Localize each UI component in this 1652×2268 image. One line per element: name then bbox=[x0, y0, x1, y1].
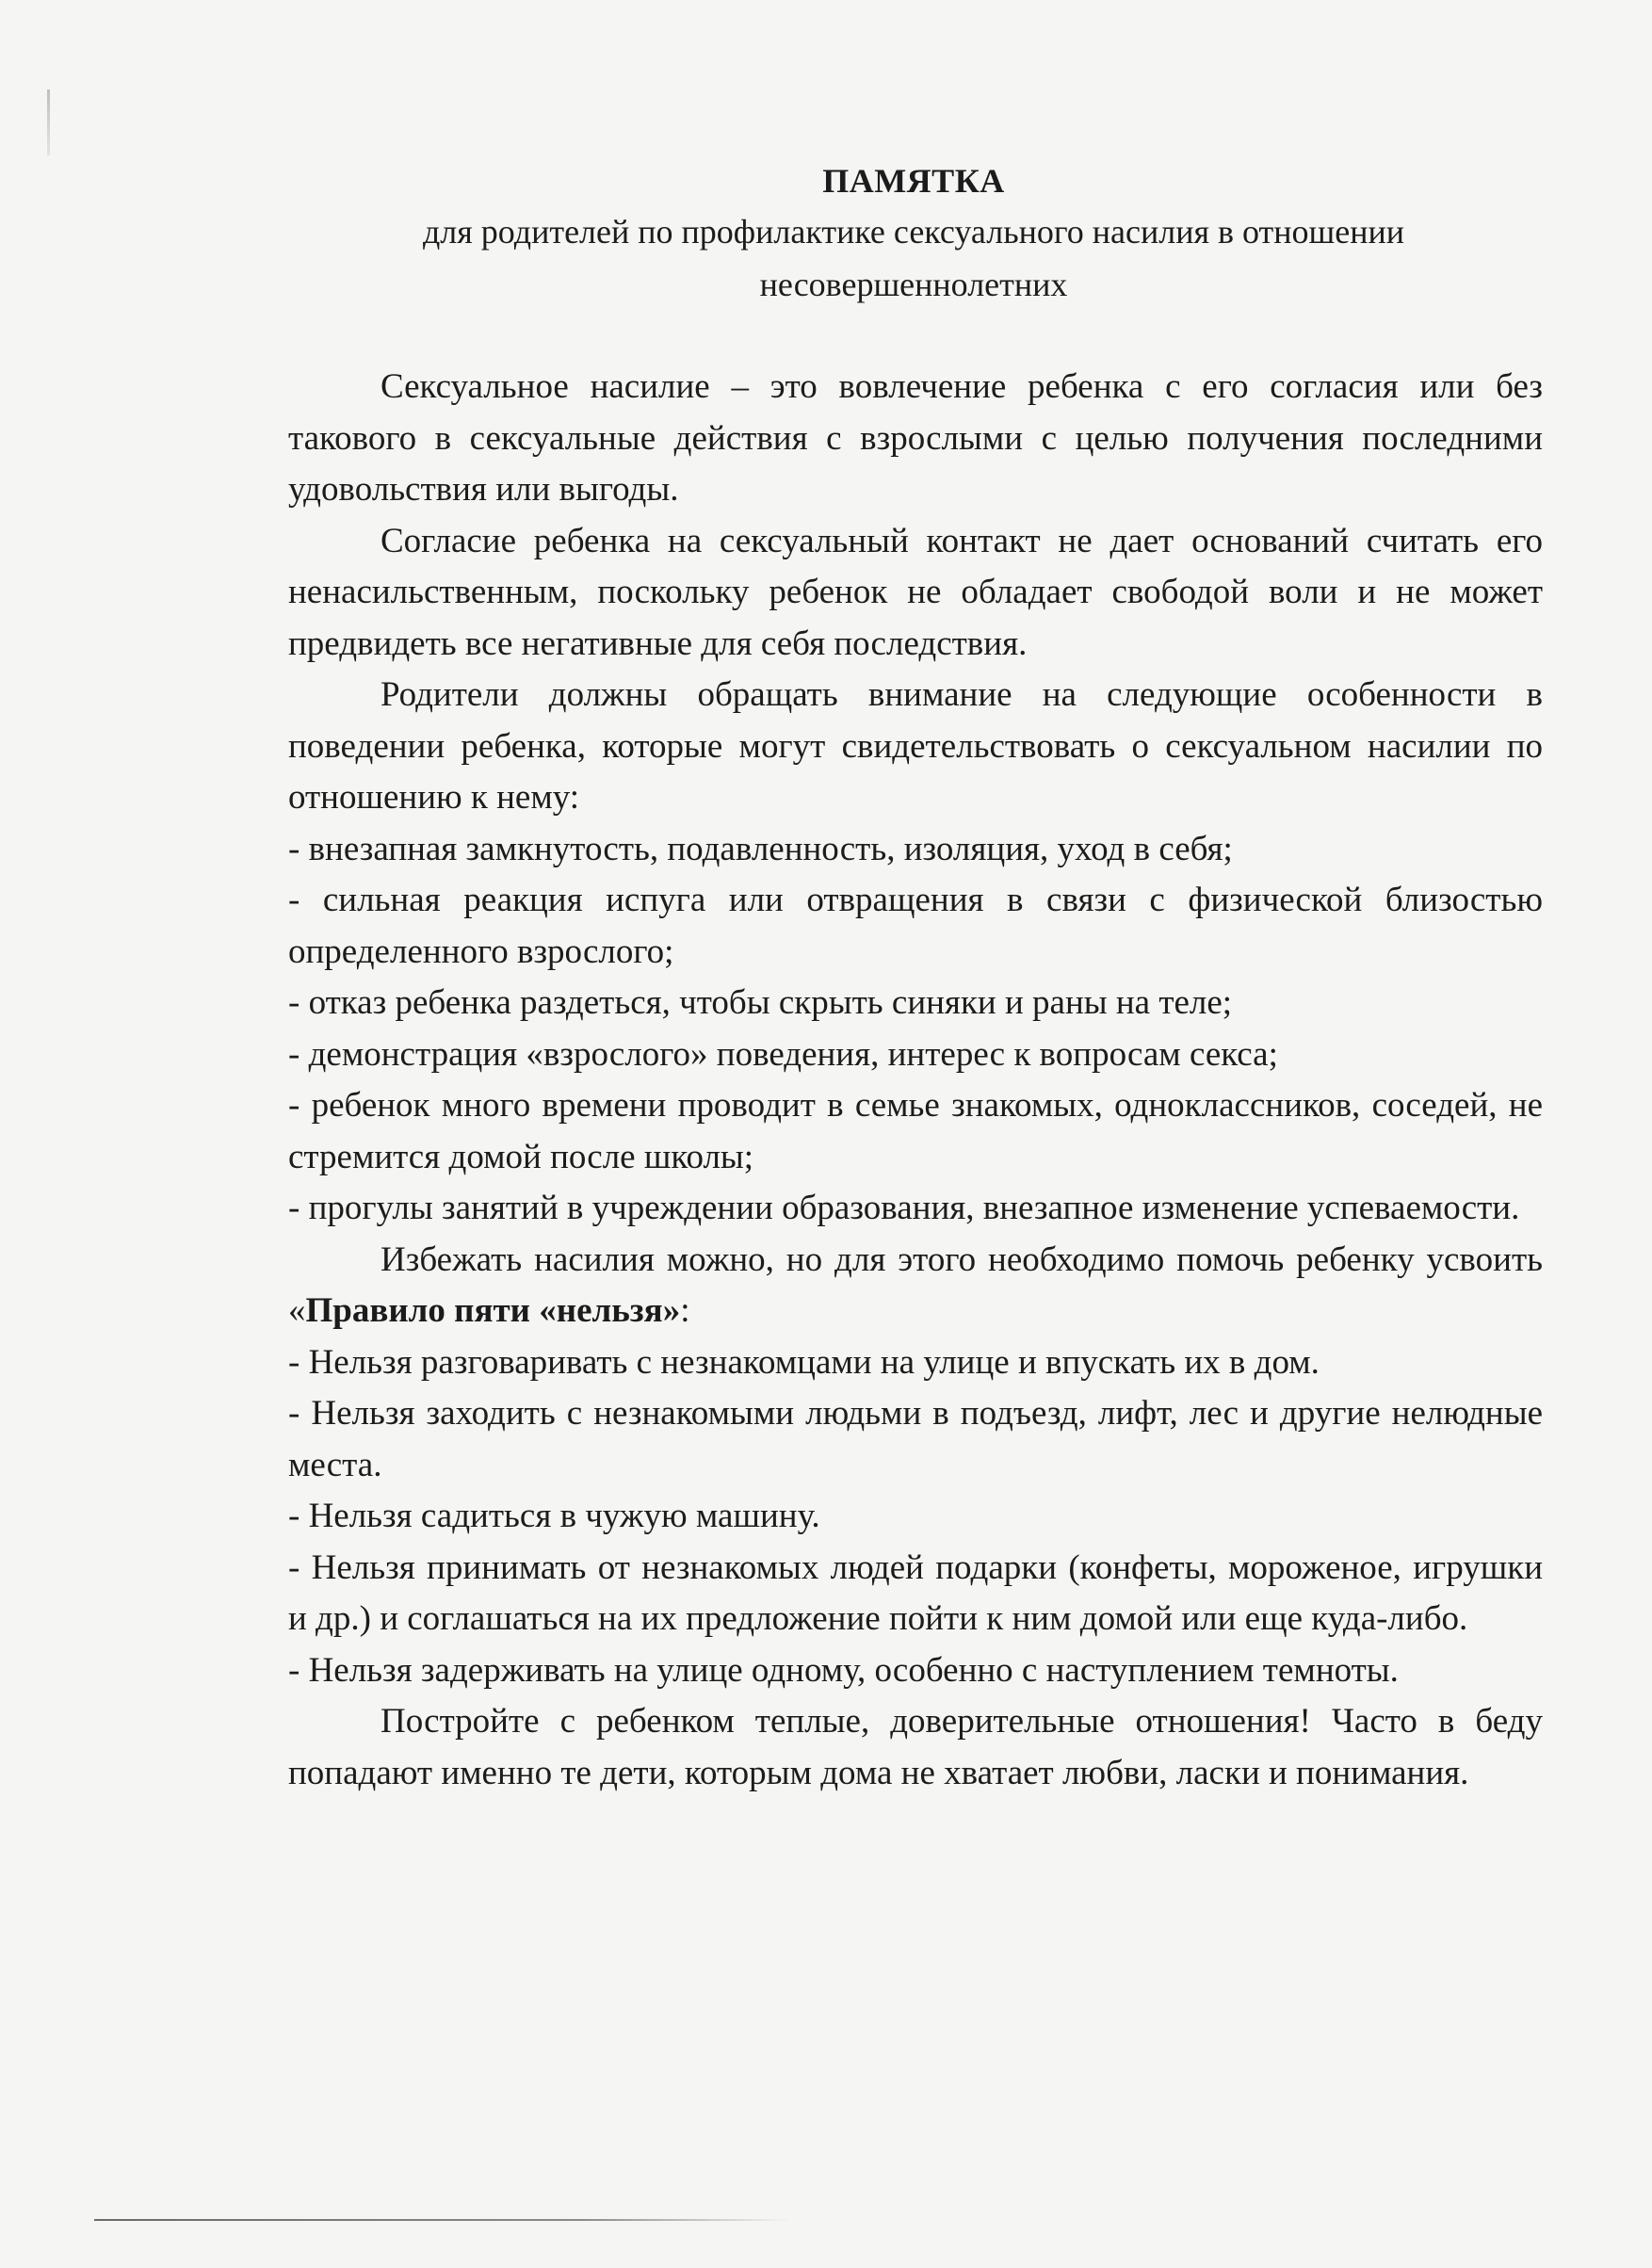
paragraph-signs-intro: Родители должны обращать внимание на следующие особенности в поведении ребенка, которые могут свидетельствовать о сексуальном насилии по отношению к нему: bbox=[288, 675, 1543, 817]
document-body bbox=[288, 362, 1543, 1799]
sign-item: - прогулы занятий в учреждении образования, внезапное изменение успеваемости. bbox=[288, 1189, 1520, 1227]
document-title: ПАМЯТКА bbox=[822, 162, 1005, 200]
rule-item: - Нельзя заходить с незнакомыми людьми в подъезд, лифт, лес и другие нелюдные места. bbox=[288, 1394, 1543, 1484]
scan-edge-mark bbox=[47, 89, 50, 155]
rule-colon: : bbox=[680, 1291, 690, 1330]
rule-intro-text: Избежать насилия можно, но для этого необходимо помочь ребенку усвоить « bbox=[288, 1239, 1543, 1330]
sign-item: - демонстрация «взрослого» поведения, интерес к вопросам секса; bbox=[288, 1034, 1278, 1074]
rule-item: - Нельзя разговаривать с незнакомцами на улице и впускать их в дом. bbox=[288, 1342, 1320, 1382]
sign-item: - сильная реакция испуга или отвращения в связи с физической близостью определенного взрослого; bbox=[288, 881, 1543, 971]
rule-item: - Нельзя принимать от незнакомых людей подарки (конфеты, мороженое, игрушки и др.) и соглашаться на их предложение пойти к ним домой или еще куда-либо. bbox=[288, 1547, 1543, 1638]
paragraph-consent: Согласие ребенка на сексуальный контакт не дает оснований считать его ненасильственным, поскольку ребенок не обладает свободой воли и не может предвидеть все негативные для себя последствия. bbox=[288, 521, 1543, 663]
sign-item: - отказ ребенка раздеться, чтобы скрыть синяки и раны на теле; bbox=[288, 983, 1233, 1022]
paragraph-definition: Сексуальное насилие – это вовлечение ребенка с его согласия или без такового в сексуальные действия с взрослыми с целью получения последними удовольствия или выгоды. bbox=[288, 367, 1543, 509]
rule-item: - Нельзя задерживать на улице одному, особенно с наступлением темноты. bbox=[288, 1650, 1399, 1690]
bottom-rule-line bbox=[94, 2219, 791, 2221]
document-subtitle: для родителей по профилактике сексуального насилия в отношении несовершеннолетних bbox=[422, 213, 1405, 303]
rule-item: - Нельзя садиться в чужую машину. bbox=[288, 1497, 820, 1535]
paragraph-closing: Постройте с ребенком теплые, доверительные отношения! Часто в беду попадают именно те дети, которым дома не хватает любви, ласки и понимания. bbox=[288, 1702, 1543, 1792]
sign-item: - ребенок много времени проводит в семье знакомых, одноклассников, соседей, не стремится домой после школы; bbox=[288, 1086, 1543, 1176]
paragraph-rule-intro bbox=[288, 1235, 1543, 1337]
rule-name: Правило пяти «нельзя» bbox=[305, 1291, 681, 1330]
sign-item: - внезапная замкнутость, подавленность, изоляция, уход в себя; bbox=[288, 829, 1233, 868]
